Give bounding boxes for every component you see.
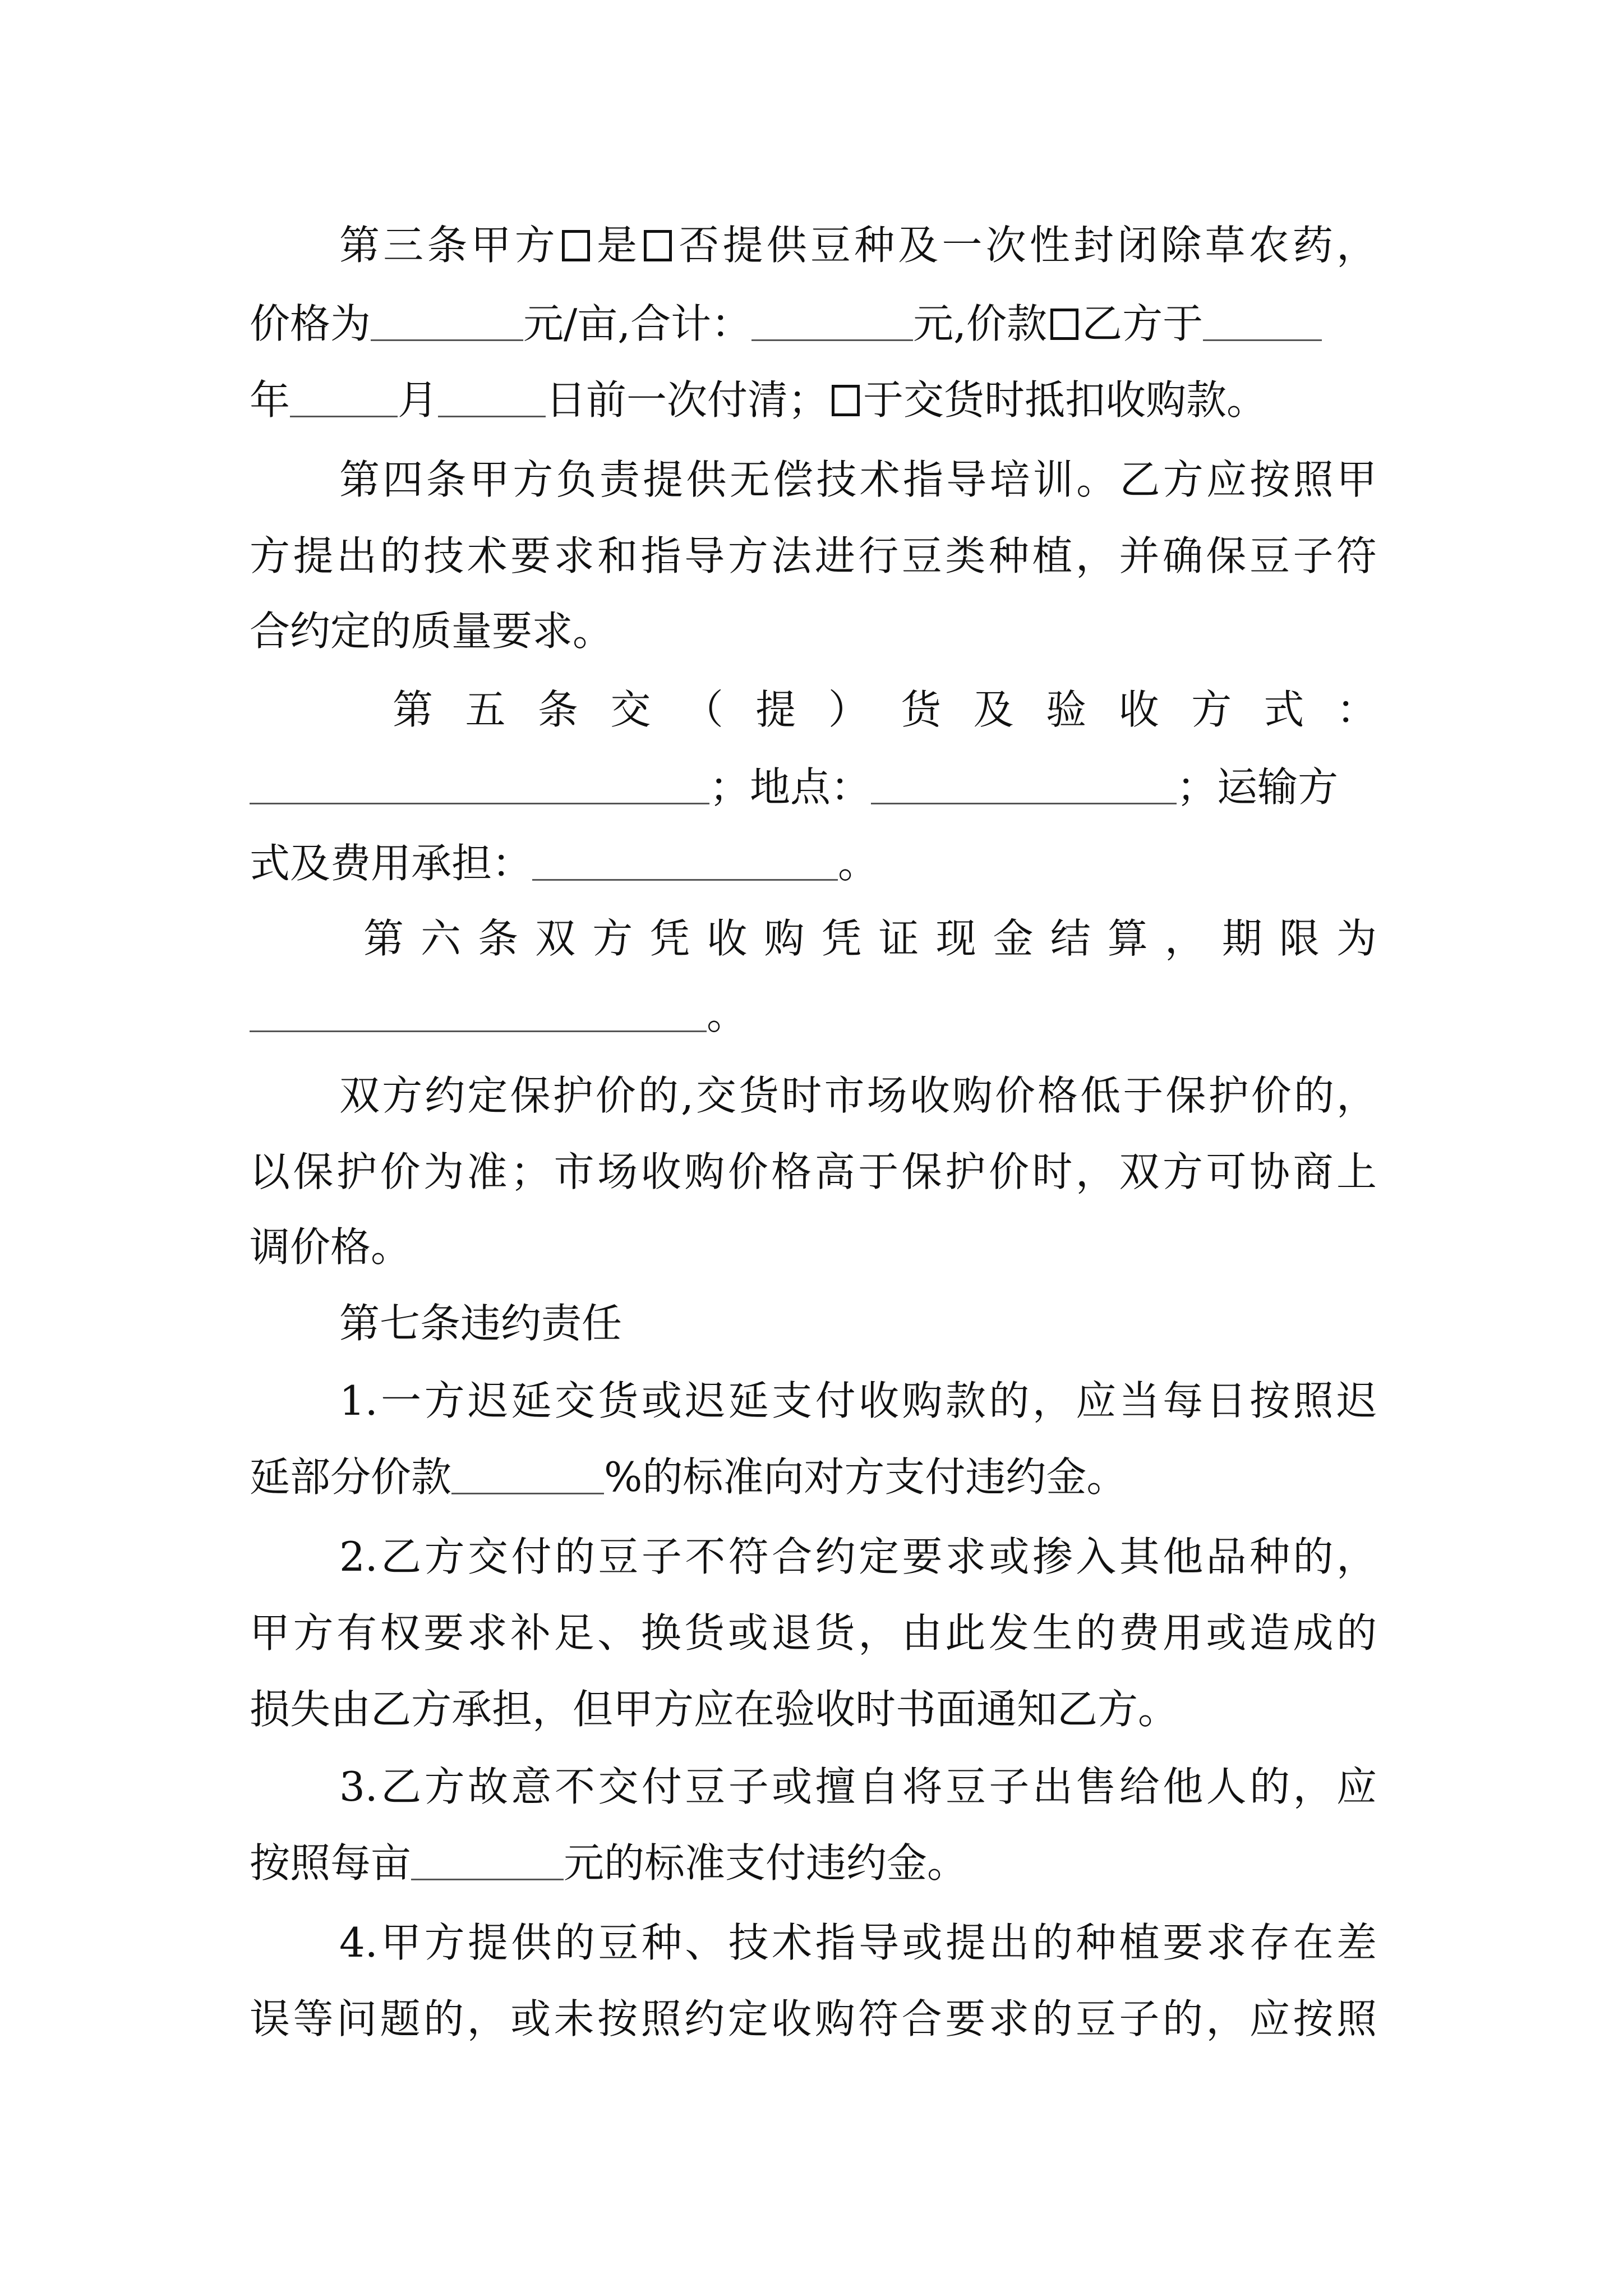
liability-4-line-1: 4.甲方提供的豆种、技术指导或提出的种植要求存在差 [339,1919,1377,1966]
liability-2-line-3: 损失由乙方承担，但甲方应在验收时书面通知乙方。 [250,1686,1179,1733]
checkbox-deduct-on-delivery[interactable] [832,385,860,416]
checkbox-pay-by-date[interactable] [1050,309,1078,340]
blank-transport-cost[interactable] [532,843,838,881]
protection-price-line-2: 以保护价为准；市场收购价格高于保护价时，双方可协商上 [250,1148,1377,1195]
liability-4-line-2: 误等问题的，或未按照约定收购符合要求的豆子的，应按照 [250,1995,1377,2042]
blank-penalty-percent[interactable] [451,1457,604,1494]
protection-price-line-3: 调价格。 [250,1223,412,1271]
article-7-title: 第七条违约责任 [339,1300,623,1347]
article-5-line-2: ；地点： ；运输方 [250,751,1377,823]
article-5-line-1: 第五条交（提）货及验收方式： [393,686,1377,733]
blank-total-amount[interactable] [751,303,913,341]
article-4-line-3: 合约定的质量要求。 [250,608,614,655]
article-3-line-2: 价格为 元/亩,合计： 元,价款 乙方于 [250,287,1377,360]
blank-delivery-place[interactable] [871,767,1177,804]
blank-pay-day[interactable] [438,380,546,417]
blank-pay-month[interactable] [290,380,398,417]
article-4-line-2: 方提出的技术要求和指导方法进行豆类种植，并确保豆子符 [250,532,1377,579]
blank-delivery-method[interactable] [250,767,709,804]
blank-price-per-mu[interactable] [371,303,523,341]
article-6-line-2: 。 [250,978,1377,1051]
article-4-line-1: 第四条甲方负责提供无偿技术指导培训。乙方应按照甲 [339,456,1377,503]
article-5-line-3: 式及费用承担： 。 [250,840,879,887]
protection-price-line-1: 双方约定保护价的,交货时市场收购价格低于保护价的， [339,1072,1377,1119]
liability-3-line-2: 按照每亩 元的标准支付违约金。 [250,1839,968,1887]
checkbox-yes[interactable] [562,230,590,261]
article-3-line-3: 年 月 日前一次付清； 于交货时抵扣收购款。 [250,376,1267,424]
liability-1-line-2: 延部分价款 %的标准向对方支付违约金。 [250,1453,1127,1501]
checkbox-no[interactable] [644,230,672,261]
blank-penalty-per-mu[interactable] [411,1843,564,1880]
liability-3-line-1: 3.乙方故意不交付豆子或擅自将豆子出售给他人的，应 [339,1763,1377,1810]
blank-pay-year[interactable] [1203,303,1322,341]
liability-1-line-1: 1.一方迟延交货或迟延支付收购款的，应当每日按照迟 [339,1377,1377,1424]
blank-settlement-period[interactable] [250,995,707,1032]
article-3-line-1: 第三条甲方 是 否提供豆种及一次性封闭除草农药， [339,222,1377,269]
article-6-line-1: 第六条双方凭收购凭证现金结算，期限为 [363,915,1377,962]
liability-2-line-2: 甲方有权要求补足、换货或退货，由此发生的费用或造成的 [250,1609,1377,1657]
liability-2-line-1: 2.乙方交付的豆子不符合约定要求或掺入其他品种的， [339,1533,1377,1580]
